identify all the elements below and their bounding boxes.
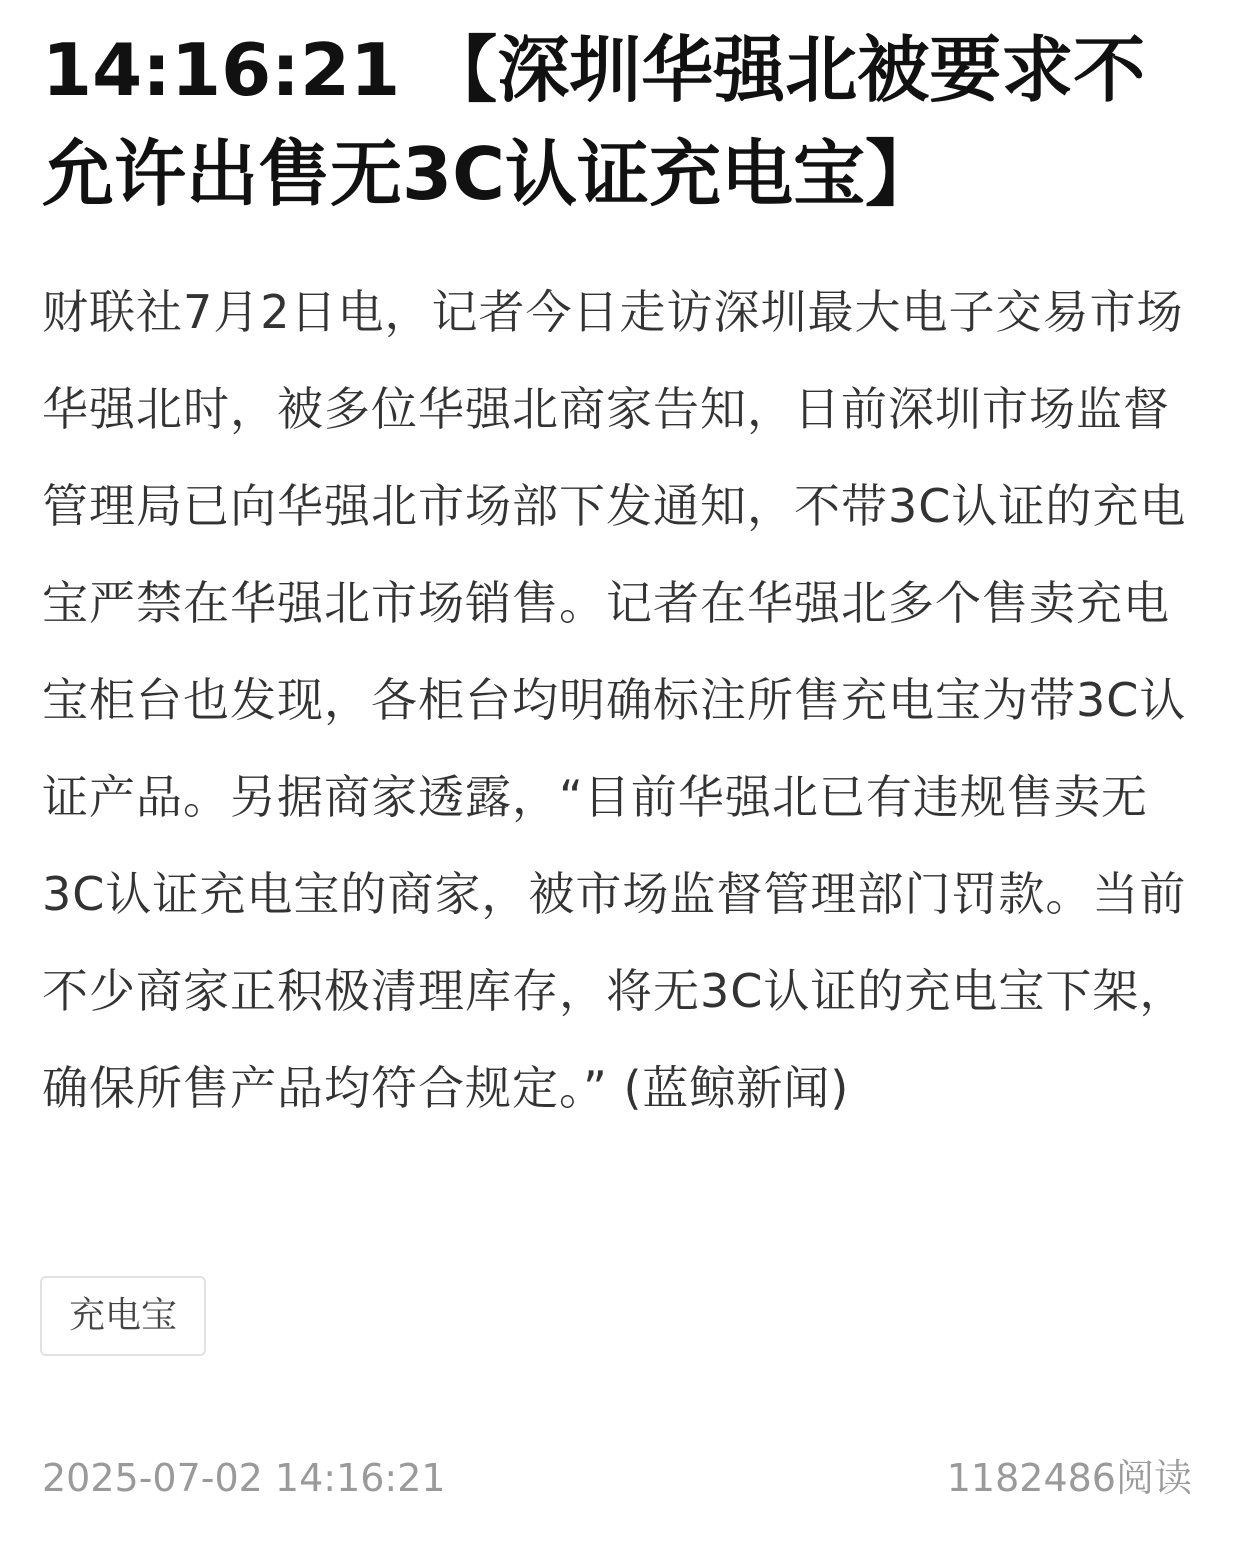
article: [42, 18, 1192, 1137]
article-footer: [42, 1450, 1192, 1506]
article-headline: 14:16:21 【深圳华强北被要求不允许出售无3C认证充电宝】: [42, 28, 1146, 216]
read-count-label: 阅读: [1115, 1456, 1192, 1500]
publish-datetime: 2025-07-02 14:16:21: [42, 1456, 446, 1500]
article-body: 财联社7月2日电，记者今日走访深圳最大电子交易市场华强北时，被多位华强北商家告知，日前深圳市场监督管理局已向华强北市场部下发通知，不带3C认证的充电宝严禁在华强北市场销售。记者在华强北多个售卖充电宝柜台也发现，各柜台均明确标注所售充电宝为带3C认证产品。另据商家透露，“目前华强北已有违规售卖无3C认证充电宝的商家，被市场监督管理部门罚款。当前不少商家正积极清理库存，将无3C认证的充电宝下架，确保所售产品均符合规定。” (蓝鲸新闻): [42, 285, 1187, 1115]
tag-chip[interactable]: 充电宝: [40, 1276, 206, 1356]
read-count: [947, 1450, 1192, 1506]
read-count-number: 1182486: [946, 1456, 1116, 1500]
tag-list: [40, 1276, 206, 1356]
